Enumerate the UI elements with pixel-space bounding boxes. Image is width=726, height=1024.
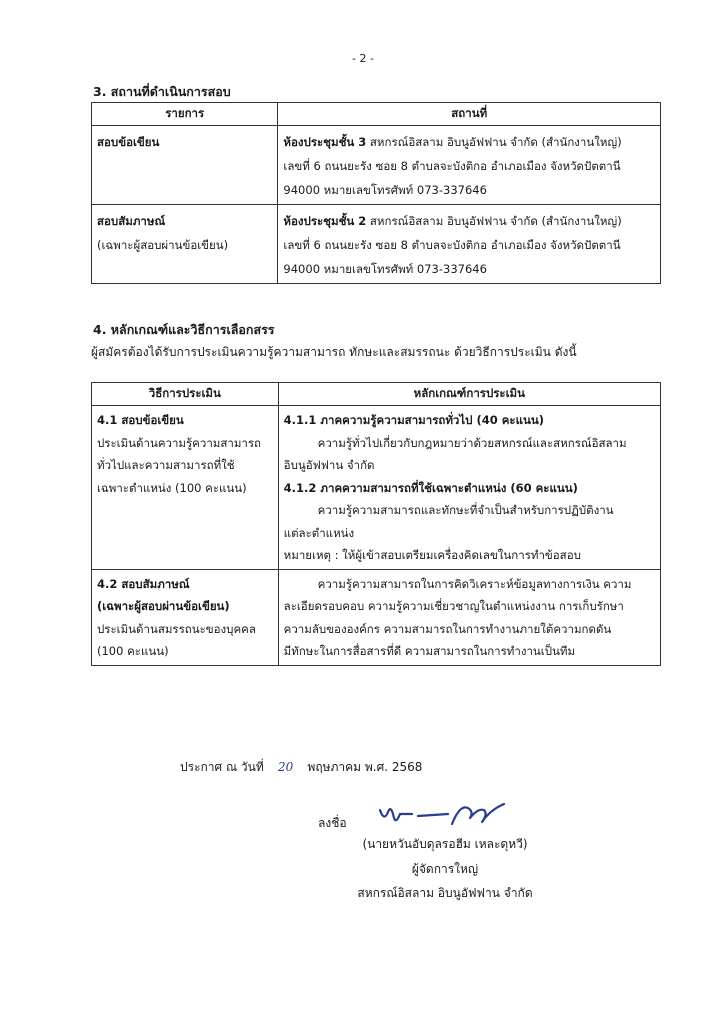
signer-organization: สหกรณ์อิสลาม อิบนูอัฟฟาน จำกัด	[357, 886, 533, 900]
table-row	[92, 126, 661, 205]
criteria-interview-line: มีทักษะในการสื่อสารที่ดี ความสามารถในการทำงานเป็นทีม	[283, 644, 576, 658]
venue-phone: 94000 หมายเลขโทรศัพท์ 073-337646	[283, 183, 487, 197]
method-interview-title: 4.2 สอบสัมภาษณ์	[97, 576, 190, 591]
method-cell	[92, 406, 279, 570]
venue-place-cell	[278, 205, 661, 284]
criteria-table	[91, 382, 661, 666]
criteria-cell	[278, 406, 660, 570]
criteria-interview-line: ความรู้ความสามารถในการคิดวิเคราะห์ข้อมูลทางการเงิน ความ	[317, 576, 632, 591]
venue-phone: 94000 หมายเลขโทรศัพท์ 073-337646	[283, 262, 487, 276]
venue-item-cell	[92, 205, 278, 284]
venue-place-cell	[278, 126, 661, 205]
venue-item-interview: สอบสัมภาษณ์	[97, 214, 166, 228]
venue-address: เลขที่ 6 ถนนยะรัง ซอย 8 ตำบลจะบังติกอ อำเภอเมือง จังหวัดปัตตานี	[283, 238, 621, 252]
criteria-interview-line: ละเอียดรอบคอบ ความรู้ความเชี่ยวชาญในตำแหน่งงาน การเก็บรักษา	[283, 599, 624, 613]
venue-item-note: (เฉพาะผู้สอบผ่านข้อเขียน)	[97, 238, 229, 252]
method-cell	[92, 569, 279, 665]
venue-table	[91, 102, 661, 284]
method-interview-subtitle: (เฉพาะผู้สอบผ่านข้อเขียน)	[97, 599, 230, 613]
venue-item-written: สอบข้อเขียน	[97, 135, 160, 149]
venue-org: สหกรณ์อิสลาม อิบนูอัฟฟาน จำกัด (สำนักงานใหญ่)	[366, 214, 622, 228]
criteria-general-line: ความรู้ทั่วไปเกี่ยวกับกฎหมายว่าด้วยสหกรณ์และสหกรณ์อิสลาม	[317, 435, 627, 450]
table-row	[92, 205, 661, 284]
criteria-general-line: อิบนูอัฟฟาน จำกัด	[283, 458, 375, 472]
criteria-table-header	[92, 383, 661, 406]
signature-label: ลงชื่อ	[318, 816, 347, 830]
venue-table-header	[92, 103, 661, 126]
venue-address: เลขที่ 6 ถนนยะรัง ซอย 8 ตำบลจะบังติกอ อำเภอเมือง จังหวัดปัตตานี	[283, 159, 621, 173]
table-row	[92, 406, 661, 570]
criteria-interview-line: ความลับขององค์กร ความสามารถในการทำงานภายใต้ความกดดัน	[283, 621, 612, 636]
page-number: - 2 -	[352, 52, 374, 65]
method-interview-line: ประเมินด้านสมรรถนะของบุคคล	[97, 621, 256, 636]
method-written-line: เฉพาะตำแหน่ง (100 คะแนน)	[97, 480, 247, 495]
venue-header-place: สถานที่	[278, 103, 661, 126]
announcement-month-year: พฤษภาคม พ.ศ. 2568	[307, 760, 423, 774]
announcement-prefix: ประกาศ ณ วันที่	[180, 760, 264, 774]
venue-org: สหกรณ์อิสลาม อิบนูอัฟฟาน จำกัด (สำนักงานใหญ่)	[366, 135, 622, 149]
section4-heading: 4. หลักเกณฑ์และวิธีการเลือกสรร	[93, 322, 275, 337]
signer-name: (นายหวันอับดุลรอฮีม เหละดุหวี)	[362, 837, 528, 851]
table-row	[92, 569, 661, 665]
venue-header-item: รายการ	[92, 103, 278, 126]
criteria-header-criteria: หลักเกณฑ์การประเมิน	[278, 383, 660, 406]
method-written-title: 4.1 สอบข้อเขียน	[97, 413, 184, 427]
venue-item-cell	[92, 126, 278, 205]
method-written-line: ทั่วไปและความสามารถที่ใช้	[97, 458, 235, 472]
venue-room: ห้องประชุมชั้น 2	[283, 214, 367, 228]
criteria-specific-line: ความรู้ความสามารถและทักษะที่จำเป็นสำหรับการปฏิบัติงาน	[317, 503, 614, 517]
venue-room: ห้องประชุมชั้น 3	[283, 135, 367, 149]
method-written-line: ประเมินด้านความรู้ความสามารถ	[97, 435, 262, 450]
criteria-general-title: 4.1.1 ภาคความรู้ความสามารถทั่วไป (40 คะแนน)	[283, 413, 544, 427]
announcement-date	[180, 758, 422, 777]
criteria-specific-title: 4.1.2 ภาคความสามารถที่ใช้เฉพาะตำแหน่ง (60 คะแนน)	[283, 480, 578, 495]
signer-position: ผู้จัดการใหญ่	[411, 862, 479, 876]
signature-mark	[378, 800, 508, 830]
announcement-day: 20	[277, 760, 294, 774]
section3-heading: 3. สถานที่ดำเนินการสอบ	[93, 84, 231, 99]
criteria-specific-line: แต่ละตำแหน่ง	[283, 525, 355, 540]
method-interview-line: (100 คะแนน)	[97, 644, 169, 658]
criteria-header-method: วิธีการประเมิน	[92, 383, 279, 406]
criteria-cell	[278, 569, 660, 665]
section4-intro: ผู้สมัครต้องได้รับการประเมินความรู้ความสามารถ ทักษะและสมรรถนะ ด้วยวิธีการประเมิน ดังนี้	[91, 345, 577, 359]
criteria-note: หมายเหตุ : ให้ผู้เข้าสอบเตรียมเครื่องคิดเลขในการทำข้อสอบ	[283, 548, 581, 562]
